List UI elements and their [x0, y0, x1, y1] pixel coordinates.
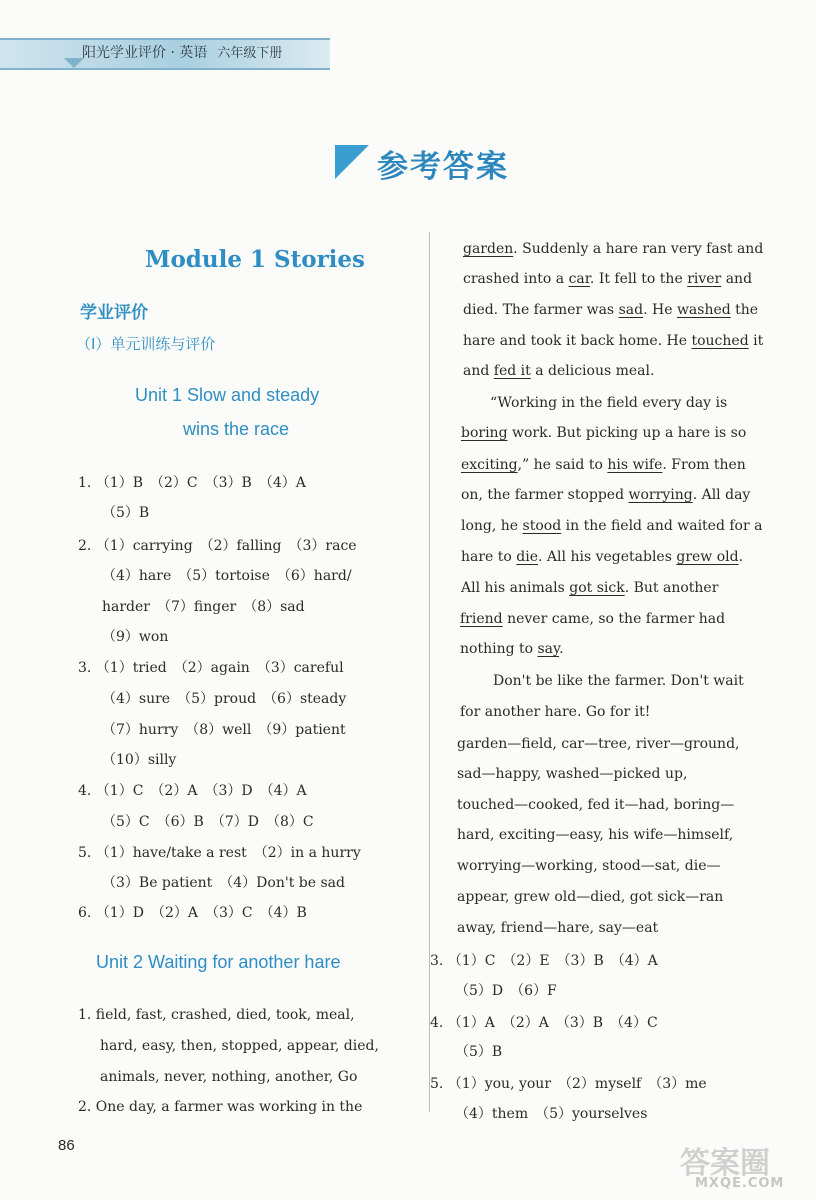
answer-line: （5）B — [455, 1044, 503, 1060]
subsection-heading: （Ⅰ）单元训练与评价 — [76, 335, 216, 353]
answer-line: （9）won — [102, 629, 169, 645]
answer-word: grew old — [676, 549, 739, 565]
answer-word: washed — [676, 302, 731, 318]
story-text: work. But picking up a hare is so — [507, 425, 747, 441]
answer-line: 2. （1）carrying （2）falling （3）race — [78, 538, 357, 554]
story-text: hare to — [461, 549, 517, 565]
story-text: . From then — [662, 457, 746, 473]
column-divider — [429, 232, 430, 1112]
story-text: died. The farmer was — [463, 302, 619, 318]
book-title: 阳光学业评价 · 英语 — [82, 45, 208, 61]
answer-line: 3. （1）tried （2）again （3）careful — [78, 660, 344, 676]
answer-word: say — [537, 641, 560, 657]
story-line — [460, 641, 564, 657]
answer-line: 6. （1）D （2）A （3）C （4）B — [78, 905, 307, 921]
unit1-title-line2: wins the race — [183, 419, 290, 439]
story-text: it — [748, 333, 764, 349]
module-title: Module 1 Stories — [145, 246, 366, 273]
answer-line: touched—cooked, fed it—had, boring— — [457, 797, 735, 813]
story-text: nothing to — [460, 641, 538, 657]
story-text: . It fell to the — [589, 271, 688, 287]
story-text: . But another — [624, 580, 719, 596]
answer-line: worrying—working, stood—sat, die— — [457, 858, 721, 874]
story-line — [460, 704, 650, 720]
answer-line: garden—field, car—tree, river—ground, — [457, 736, 740, 752]
story-text: and — [463, 363, 494, 379]
story-text: . — [738, 549, 744, 565]
answer-line: （10）silly — [102, 752, 177, 768]
answer-line: （7）hurry （8）well （9）patient — [102, 722, 346, 738]
answer-line: 5. （1）have/take a rest （2）in a hurry — [78, 845, 361, 861]
story-line — [490, 395, 727, 411]
answer-word: exciting — [461, 457, 518, 473]
answer-line: 5. （1）you, your （2）myself （3）me — [430, 1076, 707, 1092]
answer-word: car — [568, 271, 590, 287]
story-text: on, the farmer stopped — [461, 487, 629, 503]
answer-word: friend — [460, 611, 503, 627]
watermark-url: MXQE.COM — [695, 1176, 785, 1191]
answer-line: 2. One day, a farmer was working in the — [78, 1099, 363, 1115]
story-line — [460, 611, 725, 627]
answer-word: river — [687, 271, 722, 287]
story-line — [461, 518, 762, 534]
story-text: a delicious meal. — [530, 363, 655, 379]
page-number: 86 — [58, 1137, 75, 1154]
story-line — [463, 363, 654, 379]
answer-word: sad — [618, 302, 644, 318]
story-text: long, he — [461, 518, 523, 534]
answer-line: 1. field, fast, crashed, died, took, meal, — [78, 1007, 355, 1023]
answer-line: （5）D （6）F — [455, 983, 557, 999]
story-text: and — [721, 271, 753, 287]
story-line — [461, 549, 743, 565]
answer-line: 4. （1）A （2）A （3）B （4）C — [430, 1015, 658, 1031]
story-line — [463, 302, 758, 318]
story-line — [463, 241, 763, 257]
unit2-title: Unit 2 Waiting for another hare — [96, 952, 341, 972]
story-text: ,” he said to — [517, 457, 608, 473]
answer-word: touched — [691, 333, 749, 349]
header-title — [82, 42, 282, 62]
unit1-title-line1: Unit 1 Slow and steady — [135, 385, 320, 405]
story-text: . — [559, 641, 564, 657]
story-line — [461, 487, 750, 503]
answer-word: fed it — [493, 363, 531, 379]
answer-line: （5）C （6）B （7）D （8）C — [102, 814, 314, 830]
answer-line: hard, easy, then, stopped, appear, died, — [100, 1038, 379, 1054]
story-text: hare and took it back home. He — [463, 333, 692, 349]
story-line — [463, 333, 763, 349]
story-text: in the field and waited for a — [561, 518, 763, 534]
answer-word: got sick — [569, 580, 625, 596]
answer-word: garden — [463, 241, 514, 257]
answer-line: （3）Be patient （4）Don't be sad — [102, 875, 345, 891]
story-text: “Working in the field every day is — [490, 395, 728, 411]
answer-line: away, friend—hare, say—eat — [457, 920, 659, 936]
story-line — [461, 457, 746, 473]
story-line — [461, 580, 718, 596]
answer-word: boring — [461, 425, 508, 441]
watermark-logo: 答案圈 — [680, 1146, 770, 1181]
story-text: . Suddenly a hare ran very fast and — [513, 241, 764, 257]
story-text: . All his vegetables — [538, 549, 677, 565]
title-triangle-icon — [335, 145, 369, 179]
story-text: crashed into a — [463, 271, 569, 287]
section-heading: 学业评价 — [80, 303, 148, 323]
answer-line: 4. （1）C （2）A （3）D （4）A — [78, 783, 307, 799]
story-line — [461, 425, 746, 441]
main-title: 参考答案 — [377, 149, 509, 185]
story-text: . All day — [692, 487, 751, 503]
answer-word: die — [516, 549, 539, 565]
answer-word: worrying — [628, 487, 693, 503]
answer-word: his wife — [607, 457, 663, 473]
answer-line: （4）hare （5）tortoise （6）hard/ — [102, 568, 352, 584]
answer-line: harder （7）finger （8）sad — [102, 599, 305, 615]
story-text: Don't be like the farmer. Don't wait — [493, 673, 744, 689]
answer-line: 1. （1）B （2）C （3）B （4）A — [78, 475, 306, 491]
story-text: for another hare. Go for it! — [460, 704, 651, 720]
answer-line: sad—happy, washed—picked up, — [457, 766, 688, 782]
story-text: All his animals — [461, 580, 570, 596]
answer-line: appear, grew old—died, got sick—ran — [457, 889, 724, 905]
story-line — [463, 271, 752, 287]
answer-line: animals, never, nothing, another, Go — [100, 1069, 358, 1085]
answer-line: （5）B — [102, 505, 150, 521]
story-text: the — [730, 302, 759, 318]
story-text: . He — [643, 302, 677, 318]
answer-line: （4）them （5）yourselves — [455, 1106, 648, 1122]
banner-ribbon-tip — [64, 58, 84, 68]
story-text: never came, so the farmer had — [502, 611, 726, 627]
answer-word: stood — [522, 518, 562, 534]
grade-label: 六年级下册 — [217, 46, 283, 61]
answer-line: hard, exciting—easy, his wife—himself, — [457, 827, 734, 843]
story-line — [493, 673, 744, 689]
answer-line: 3. （1）C （2）E （3）B （4）A — [430, 953, 658, 969]
answer-line: （4）sure （5）proud （6）steady — [102, 691, 347, 707]
